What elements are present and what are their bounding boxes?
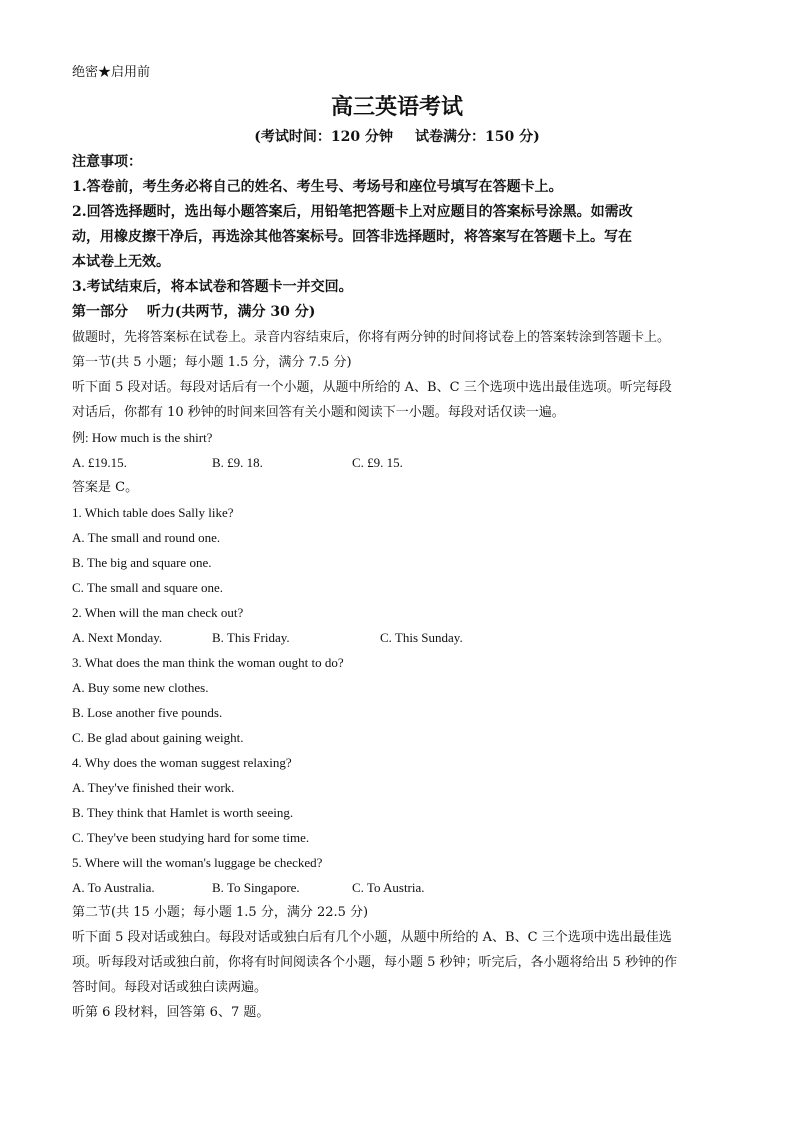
q1-option-b: B. The big and square one.	[72, 555, 212, 570]
notice-item-2-end: 本试卷上无效。	[72, 254, 170, 270]
exam-time: (考试时间：120 分钟	[254, 129, 393, 145]
exam-full-score: 试卷满分：150 分)	[415, 129, 540, 145]
confidential-label: 绝密★启用前	[72, 65, 151, 80]
q1-option-a: A. The small and round one.	[72, 530, 221, 545]
q3-option-a: A. Buy some new clothes.	[72, 680, 209, 695]
option-c: C. To Austria.	[352, 880, 425, 895]
section2-instruction-end: 答时间。每段对话或独白读两遍。	[72, 980, 268, 995]
option-a: A. Next Monday.	[72, 630, 163, 645]
section2-instruction: 听下面 5 段对话或独白。每段对话或独白后有几个小题，从题中所给的 A、B、C 三个选项中选出最佳选	[72, 930, 672, 945]
option-b: B. To Singapore.	[212, 880, 300, 895]
question-3: 3. What does the man think the woman ought to do?	[72, 655, 344, 670]
notice-item-2-cont: 动，用橡皮擦干净后，再选涂其他答案标号。回答非选择题时，将答案写在答题卡上。写在	[72, 229, 632, 245]
section1-instruction-cont: 对话后，你都有 10 秒钟的时间来回答有关小题和阅读下一小题。每段对话仅读一遍。	[72, 405, 565, 420]
q5-options	[72, 875, 722, 900]
part1-heading: 第一部分 听力(共两节，满分 30 分)	[72, 304, 316, 320]
exam-title: 高三英语考试	[330, 94, 463, 120]
notice-heading: 注意事项：	[72, 154, 142, 170]
example-options	[72, 450, 722, 475]
q4-option-b: B. They think that Hamlet is worth seeing.	[72, 805, 294, 820]
q3-option-c: C. Be glad about gaining weight.	[72, 730, 244, 745]
q2-options	[72, 625, 722, 650]
option-b: B. £9. 18.	[212, 455, 263, 470]
section1-heading: 第一节(共 5 小题；每小题 1.5 分，满分 7.5 分)	[72, 355, 352, 370]
option-c: C. This Sunday.	[380, 630, 463, 645]
example-answer: 答案是 C。	[72, 480, 139, 495]
example-question: 例: How much is the shirt?	[72, 430, 213, 445]
notice-item-3: 3.考试结束后，将本试卷和答题卡一并交回。	[72, 279, 353, 295]
option-a: A. To Australia.	[72, 880, 155, 895]
q4-option-a: A. They've finished their work.	[72, 780, 235, 795]
notice-item-1: 1.答卷前，考生务必将自己的姓名、考生号、考场号和座位号填写在答题卡上。	[72, 179, 563, 195]
exam-page	[72, 62, 722, 1025]
option-c: C. £9. 15.	[352, 455, 403, 470]
question-5: 5. Where will the woman's luggage be checked?	[72, 855, 323, 870]
option-a: A. £19.15.	[72, 455, 127, 470]
part1-intro: 做题时，先将答案标在试卷上。录音内容结束后，你将有两分钟的时间将试卷上的答案转涂到答题卡上。	[72, 330, 671, 345]
q4-option-c: C. They've been studying hard for some time.	[72, 830, 310, 845]
exam-subtitle	[72, 124, 722, 150]
question-1: 1. Which table does Sally like?	[72, 505, 234, 520]
section2-instruction-cont: 项。听每段对话或独白前，你将有时间阅读各个小题，每小题 5 秒钟；听完后，各小题将给出 5 秒钟的作	[72, 955, 678, 970]
material-6-label: 听第 6 段材料，回答第 6、7 题。	[72, 1005, 270, 1020]
q3-option-b: B. Lose another five pounds.	[72, 705, 223, 720]
option-b: B. This Friday.	[212, 630, 290, 645]
question-2: 2. When will the man check out?	[72, 605, 244, 620]
section2-heading: 第二节(共 15 小题；每小题 1.5 分，满分 22.5 分)	[72, 905, 369, 920]
notice-item-2: 2.回答选择题时，选出每小题答案后，用铅笔把答题卡上对应题目的答案标号涂黑。如需改	[72, 204, 633, 220]
q1-option-c: C. The small and square one.	[72, 580, 224, 595]
section1-instruction: 听下面 5 段对话。每段对话后有一个小题，从题中所给的 A、B、C 三个选项中选出最佳选项。听完每段	[72, 380, 672, 395]
question-4: 4. Why does the woman suggest relaxing?	[72, 755, 292, 770]
